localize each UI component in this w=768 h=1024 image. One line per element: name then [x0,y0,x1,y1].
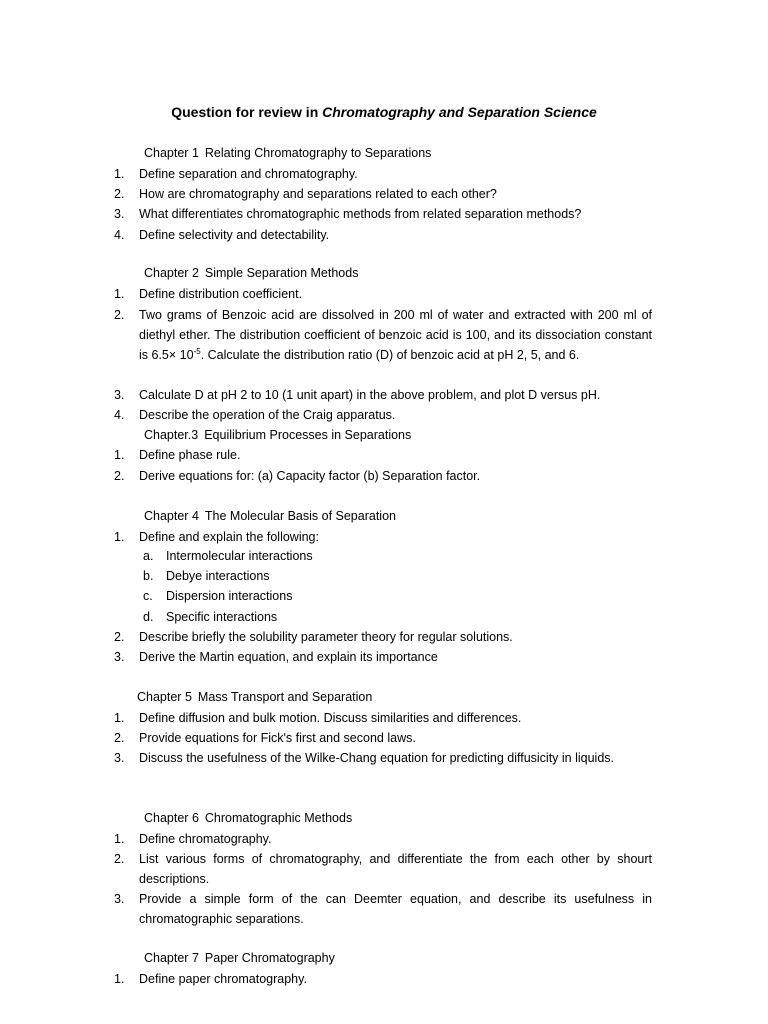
question-number: 2. [114,308,125,322]
question-text: List various forms of chromatography, and differentiate the from each other by shourt descriptions. [139,852,652,887]
chapter-4-heading: Chapter 4 The Molecular Basis of Separation [144,509,396,523]
question-text: Define chromatography. [139,832,272,846]
question-text: Provide a simple form of the can Deemter equation, and describe its usefulness in chromatographic separations. [139,892,652,927]
chapter-5-heading: Chapter 5 Mass Transport and Separation [137,690,373,704]
question-text: How are chromatography and separations related to each other? [139,187,497,201]
question-text: What differentiates chromatographic methods from related separation methods? [139,207,582,221]
subitem-letter: a. [143,549,154,563]
question-text: Define distribution coefficient. [139,287,303,301]
question-text: Provide equations for Fick's first and second laws. [139,731,416,745]
question-text: Calculate D at pH 2 to 10 (1 unit apart) in the above problem, and plot D versus pH. [139,388,601,402]
question-text: Define separation and chromatography. [139,167,358,181]
subitem-text: Intermolecular interactions [166,549,313,563]
chapter-7-heading: Chapter 7 Paper Chromatography [144,951,335,965]
chapter-3-heading: Chapter.3 Equilibrium Processes in Separations [144,428,412,442]
question-text: Define and explain the following: [139,530,319,544]
question-text: Define selectivity and detectability. [139,228,330,242]
subitem-letter: d. [143,610,154,624]
question-number: 3. [114,388,125,402]
question-number: 1. [114,530,125,544]
question-number: 1. [114,832,125,846]
question-number: 3. [114,892,125,906]
subitem-text: Dispersion interactions [166,589,293,603]
subitem-text: Specific interactions [166,610,278,624]
question-text: Derive the Martin equation, and explain its importance [139,650,438,664]
question-text: Derive equations for: (a) Capacity factor (b) Separation factor. [139,469,481,483]
question-text: Discuss the usefulness of the Wilke-Chang equation for predicting diffusicity in liquids. [139,751,615,765]
question-number: 1. [114,287,125,301]
subitem-text: Debye interactions [166,569,270,583]
question-number: 1. [114,711,125,725]
question-number: 1. [114,972,125,986]
question-number: 3. [114,650,125,664]
chapter-2-heading: Chapter 2 Simple Separation Methods [144,266,359,280]
subitem-letter: b. [143,569,154,583]
question-number: 2. [114,630,125,644]
question-number: 1. [114,167,125,181]
question-number: 1. [114,448,125,462]
question-number: 2. [114,852,125,866]
question-text: Define diffusion and bulk motion. Discuss similarities and differences. [139,711,522,725]
question-number: 3. [114,751,125,765]
subitem-letter: c. [143,589,153,603]
question-number: 3. [114,207,125,221]
question-number: 4. [114,228,125,242]
question-number: 2. [114,469,125,483]
question-number: 2. [114,187,125,201]
question-text: Describe the operation of the Craig apparatus. [139,408,396,422]
chapter-6-heading: Chapter 6 Chromatographic Methods [144,811,353,825]
question-text: Describe briefly the solubility parameter theory for regular solutions. [139,630,513,644]
question-number: 2. [114,731,125,745]
question-text: Define paper chromatography. [139,972,307,986]
question-text: Define phase rule. [139,448,241,462]
question-number: 4. [114,408,125,422]
chapter-1-heading: Chapter 1 Relating Chromatography to Separations [144,146,432,160]
page-title: Question for review in Chromatography and Separation Science [171,104,597,120]
question-text: Two grams of Benzoic acid are dissolved in 200 ml of water and extracted with 200 ml of diethyl ether. The distribution coefficient of benzoic acid is 100, and its dissociation constant is $6.5\times 10^{-5}$. Calculate the distribution ratio (D) of benzoic acid at pH 2, 5, and 6. [139,308,652,363]
